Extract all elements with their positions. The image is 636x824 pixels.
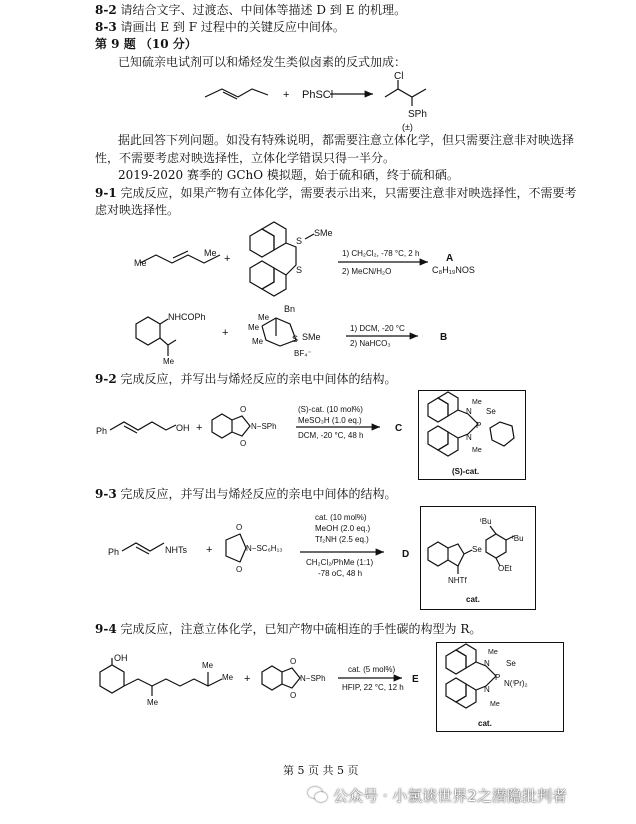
rxn-c-oh: OH <box>176 423 190 433</box>
rxn-d-cat-tbu1: ᵗBu <box>480 517 492 526</box>
reaction-c <box>96 392 514 476</box>
q9-3-number: 9-3 <box>95 487 117 501</box>
q8-3-text: 请画出 E 到 F 过程中的关键反应中间体。 <box>120 20 345 34</box>
rxn-e-me3: Me <box>222 673 234 682</box>
q9-note-2: 性，不需要考虑对映选择性，立体化学错误只得一半分。 <box>95 151 396 165</box>
rxn-e-product: E <box>412 674 419 685</box>
wechat-icon <box>308 787 328 803</box>
rxn-e-cat-se: Se <box>506 659 516 668</box>
q9-4-number: 9-4 <box>95 622 117 636</box>
rxn-c-cat-p: P <box>476 421 482 430</box>
intro-reaction <box>205 71 427 132</box>
rxn-d-cat-nhtf: NHTf <box>448 576 467 585</box>
q9-3-text: 完成反应，并写出与烯烃反应的亲电中间体的结构。 <box>120 487 397 501</box>
rxn-a-sme: SMe <box>314 228 333 238</box>
svg-text:Me: Me <box>258 313 270 322</box>
rxn-a-formula: C₈H₁₉NOS <box>432 265 475 275</box>
rxn-c-cond2: MeSO₃H (1.0 eq.) <box>298 416 362 425</box>
rxn-d-ph: Ph <box>108 547 120 557</box>
rxn-a-cond1: 1) CH₂Cl₂, -78 °C, 2 h <box>342 249 420 258</box>
q9-intro: 已知硫亲电试剂可以和烯烃发生类似卤素的反式加成： <box>118 55 407 69</box>
intro-reagent: PhSCl <box>302 89 334 101</box>
rxn-e-cat-nipr: N(ⁱPr)₂ <box>504 679 528 688</box>
svg-text:Me: Me <box>163 357 175 366</box>
rxn-c-cat-n1: N <box>466 407 472 416</box>
rxn-d-cond1: cat. (10 mol%) <box>315 513 367 522</box>
q8-3-number: 8-3 <box>95 20 117 34</box>
rxn-d-cond3: Tf₂NH (2.5 eq.) <box>315 535 369 544</box>
q8-2-number: 8-2 <box>95 3 117 17</box>
rxn-e-cat-n2: N <box>484 685 490 694</box>
svg-text:Me: Me <box>204 248 217 258</box>
q9-1-text-1: 完成反应，如果产物有立体化学，需要表示出来，只需要注意非对映选择性，不需要考 <box>120 186 577 200</box>
rxn-a-s-plus: S <box>296 236 303 246</box>
rxn-e-cat-me2: Me <box>490 701 500 708</box>
svg-text:Me: Me <box>252 337 264 346</box>
rxn-c-cat-se: Se <box>486 407 496 416</box>
rxn-c-nsph: N−SPh <box>251 422 277 431</box>
rxn-c-product: C <box>395 423 403 434</box>
rxn-b-sme: SMe <box>302 332 321 342</box>
rxn-d-cat-se: Se <box>472 545 482 554</box>
rxn-b-cond2: 2) NaHCO₃ <box>350 339 391 348</box>
rxn-a-plus: + <box>224 253 231 265</box>
reaction-e <box>100 644 528 728</box>
rxn-c-cond1: (S)-cat. (10 mol%) <box>298 405 363 414</box>
intro-plus: + <box>283 89 290 101</box>
rxn-d-cond5: -78 oC, 48 h <box>318 569 363 578</box>
rxn-c-cat-me1: Me <box>472 399 482 406</box>
rxn-b-bf4: BF₄⁻ <box>294 349 312 358</box>
rxn-d-plus: + <box>206 544 213 556</box>
rxn-e-o1: O <box>290 657 297 666</box>
q9-1-text-2: 虑对映选择性。 <box>95 203 180 217</box>
svg-text:Me: Me <box>248 323 260 332</box>
rxn-e-cond1: cat. (5 mol%) <box>348 665 396 674</box>
rxn-a-s: S <box>296 265 303 275</box>
rxn-e-me1: Me <box>147 698 159 707</box>
rxn-b-cond1: 1) DCM, -20 °C <box>350 324 405 333</box>
intro-sph: SPh <box>408 109 427 120</box>
rxn-e-plus: + <box>244 673 251 685</box>
rxn-e-cat-p: P <box>495 673 501 682</box>
svg-text:S: S <box>292 334 299 344</box>
rxn-e-cat-n1: N <box>484 659 490 668</box>
rxn-b-plus: + <box>222 327 229 339</box>
rxn-c-plus: + <box>196 422 203 434</box>
q9-note-3: 2019-2020 赛季的 GChO 模拟题，始于硫和硒，终于硫和硒。 <box>118 168 459 182</box>
rxn-c-cond3: DCM, -20 °C, 48 h <box>298 431 364 440</box>
rxn-b-substituent: NHCOPh <box>168 312 206 322</box>
rxn-d-cond4: CH₂Cl₂/PhMe (1:1) <box>306 558 374 567</box>
rxn-d-o1: O <box>236 523 243 532</box>
rxn-a-cond2: 2) MeCN/H₂O <box>342 267 392 276</box>
rxn-c-ph: Ph <box>96 426 108 436</box>
rxn-d-product: D <box>402 549 410 560</box>
rxn-e-oh: OH <box>114 653 128 663</box>
q9-title: 第 9 题 （10 分） <box>95 37 197 51</box>
rxn-c-o1: O <box>240 405 247 414</box>
q8-2-text: 请结合文字、过渡态、中间体等描述 D 到 E 的机理。 <box>120 3 407 17</box>
q9-2-number: 9-2 <box>95 372 117 386</box>
rxn-b-product: B <box>440 332 448 343</box>
rxn-d-cat-tbu2: ᵗBu <box>512 534 524 543</box>
reaction-a <box>134 222 475 296</box>
rxn-b-bn: Bn <box>284 304 296 314</box>
rxn-c-cat-me2: Me <box>472 447 482 454</box>
rxn-a-product: A <box>446 253 454 264</box>
rxn-d-cond2: MeOH (2.0 eq.) <box>315 524 371 533</box>
intro-cl: Cl <box>394 71 404 82</box>
q9-4-text: 完成反应，注意立体化学，已知产物中硫相连的手性碳的构型为 R。 <box>120 622 482 636</box>
rxn-d-cat-label: cat. <box>466 595 480 604</box>
reaction-b <box>136 304 447 366</box>
rxn-e-o2: O <box>290 691 297 700</box>
q9-note-1: 据此回答下列问题。如没有特殊说明，都需要注意立体化学，但只需要注意非对映选择 <box>118 133 575 147</box>
q9-1-number: 9-1 <box>95 186 117 200</box>
rxn-c-cat-label: (S)-cat. <box>452 467 480 476</box>
svg-text:Me: Me <box>134 258 147 268</box>
page-footer: 第 5 页 共 5 页 <box>283 764 359 777</box>
rxn-d-nhts: NHTs <box>165 545 187 555</box>
rxn-d-cat-oet: OEt <box>498 564 512 573</box>
rxn-e-nsph: N−SPh <box>300 674 326 683</box>
rxn-e-cat-me1: Me <box>488 649 498 656</box>
intro-racemic: (±) <box>402 122 413 132</box>
rxn-c-cat-n2: N <box>466 433 472 442</box>
watermark-text: 公众号 · 小氯谈世界2之潜隐批判者 <box>333 787 567 805</box>
reaction-d <box>108 513 524 604</box>
rxn-d-nsc: N−SC₆H₁₃ <box>246 544 283 553</box>
rxn-e-cat-label: cat. <box>478 719 492 728</box>
rxn-e-me2: Me <box>202 661 214 670</box>
q9-2-text: 完成反应，并写出与烯烃反应的亲电中间体的结构。 <box>120 372 397 386</box>
rxn-d-o2: O <box>236 565 243 574</box>
rxn-c-o2: O <box>240 439 247 448</box>
rxn-e-cond2: HFIP, 22 °C, 12 h <box>342 683 404 692</box>
